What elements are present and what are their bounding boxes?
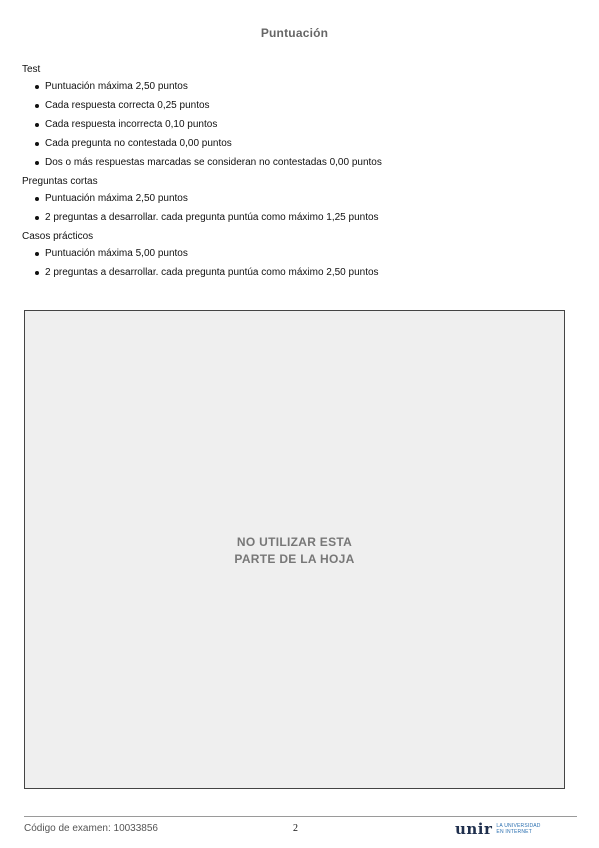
- list-item: 2 preguntas a desarrollar. cada pregunta puntúa como máximo 2,50 puntos: [35, 267, 572, 279]
- section-casos-practicos: [22, 231, 572, 279]
- section-title: Casos prácticos: [22, 231, 94, 242]
- logo-tagline-line-1: LA UNIVERSIDAD: [496, 823, 541, 829]
- logo-wordmark: unir: [455, 820, 493, 838]
- list-item: Puntuación máxima 2,50 puntos: [35, 193, 572, 205]
- scoring-content: [22, 64, 572, 286]
- page-number: 2: [293, 823, 298, 834]
- logo-tagline-line-2: EN INTERNET: [496, 829, 532, 835]
- section-test: [22, 64, 572, 169]
- logo-tagline: [496, 823, 540, 835]
- list-item: Cada pregunta no contestada 0,00 puntos: [35, 138, 572, 150]
- list-item: Cada respuesta correcta 0,25 puntos: [35, 100, 572, 112]
- list-item: 2 preguntas a desarrollar. cada pregunta puntúa como máximo 1,25 puntos: [35, 212, 572, 224]
- list-item: Cada respuesta incorrecta 0,10 puntos: [35, 119, 572, 131]
- section-preguntas-cortas: [22, 176, 572, 224]
- reserved-area: [24, 310, 565, 789]
- page-title: Puntuación: [260, 26, 329, 40]
- reserved-area-notice: [25, 534, 564, 568]
- scoring-list: [22, 81, 572, 169]
- reserved-line-2: PARTE DE LA HOJA: [234, 552, 355, 566]
- section-title: Preguntas cortas: [22, 176, 98, 187]
- reserved-line-1: NO UTILIZAR ESTA: [236, 535, 353, 549]
- list-item: Puntuación máxima 5,00 puntos: [35, 248, 572, 260]
- list-item: Dos o más respuestas marcadas se consideran no contestadas 0,00 puntos: [35, 157, 572, 169]
- list-item: Puntuación máxima 2,50 puntos: [35, 81, 572, 93]
- exam-code: Código de examen: 10033856: [24, 823, 158, 834]
- footer-divider: [24, 816, 577, 817]
- scoring-list: [22, 248, 572, 279]
- unir-logo: [455, 820, 541, 838]
- section-title: Test: [22, 64, 41, 75]
- scoring-list: [22, 193, 572, 224]
